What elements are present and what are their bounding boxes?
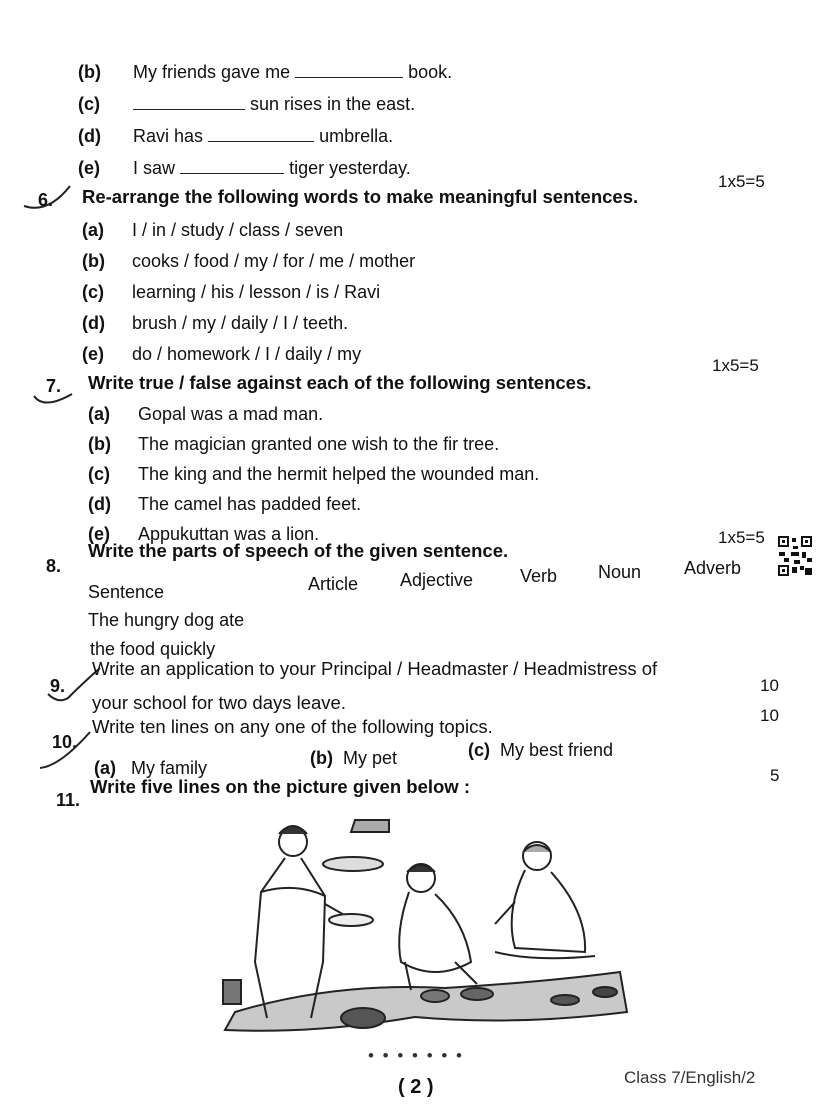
answer-blank[interactable] [180, 159, 284, 174]
question-text: Write an application to your Principal / Headmaster / Headmistress of [92, 658, 658, 679]
list-item: (e) Appukuttan was a lion. [88, 524, 320, 544]
class-label: Class 7/English/2 [624, 1068, 756, 1087]
check-mark-icon [28, 384, 78, 414]
option-c: (c) My best friend [468, 740, 614, 760]
question-number: 6. [38, 190, 54, 210]
question-number: 7. [46, 376, 62, 396]
decorative-dots: • • • • • • • [368, 1046, 465, 1065]
list-item: (c) learning / his / lesson / is / Ravi [82, 282, 381, 302]
marks-label: 1x5=5 [718, 528, 765, 547]
sentence-text: the food quickly [90, 639, 216, 659]
column-header-adjective: Adjective [400, 570, 474, 590]
answer-blank[interactable] [133, 95, 245, 110]
marks-label: 1x5=5 [718, 172, 765, 191]
q5-item-b: (b) My friends gave me book. [78, 62, 453, 82]
marks-label: 10 [760, 706, 779, 725]
answer-blank[interactable] [208, 127, 314, 142]
question-title: Write five lines on the picture given below : [90, 776, 470, 797]
scene-illustration [215, 812, 635, 1044]
list-item: (b) The magician granted one wish to the fir tree. [88, 434, 500, 454]
list-item: (a) Gopal was a mad man. [88, 404, 324, 424]
list-item: (b) cooks / food / my / for / me / mother [82, 251, 416, 271]
list-item: (a) I / in / study / class / seven [82, 220, 344, 240]
marks-label: 5 [770, 766, 780, 785]
check-mark-icon [18, 180, 78, 220]
option-b: (b) My pet [310, 748, 398, 768]
column-header-verb: Verb [520, 566, 558, 586]
qr-code-icon [776, 534, 814, 578]
column-header-article: Article [308, 574, 359, 594]
answer-blank[interactable] [295, 63, 403, 78]
q5-item-d: (d) Ravi has umbrella. [78, 126, 394, 146]
sentence-text: The hungry dog ate [88, 610, 245, 630]
list-item: (c) The king and the hermit helped the wounded man. [88, 464, 540, 484]
list-item: (d) brush / my / daily / I / teeth. [82, 313, 349, 333]
question-title: Write true / false against each of the following sentences. [88, 372, 592, 393]
question-number: 10. [52, 732, 78, 752]
question-title: Write the parts of speech of the given sentence. [88, 540, 509, 561]
marks-label: 10 [760, 676, 779, 695]
marks-label: 1x5=5 [712, 356, 759, 375]
q5-item-c: (c) sun rises in the east. [78, 94, 416, 114]
question-number: 9. [50, 676, 66, 696]
column-header-adverb: Adverb [684, 558, 742, 578]
list-item: (e) do / homework / I / daily / my [82, 344, 362, 364]
column-header-sentence: Sentence [88, 582, 165, 602]
option-a: (a) My family [94, 758, 208, 778]
page-number: ( 2 ) [398, 1076, 434, 1098]
question-number: 8. [46, 556, 62, 576]
column-header-noun: Noun [598, 562, 642, 582]
check-mark-icon [36, 728, 96, 774]
list-item: (d) The camel has padded feet. [88, 494, 362, 514]
q5-item-e: (e) I saw tiger yesterday. [78, 158, 411, 178]
question-text: your school for two days leave. [92, 692, 346, 713]
question-number: 11. [56, 790, 81, 810]
question-title: Re-arrange the following words to make meaningful sentences. [82, 186, 639, 207]
question-title: Write ten lines on any one of the following topics. [92, 716, 493, 737]
